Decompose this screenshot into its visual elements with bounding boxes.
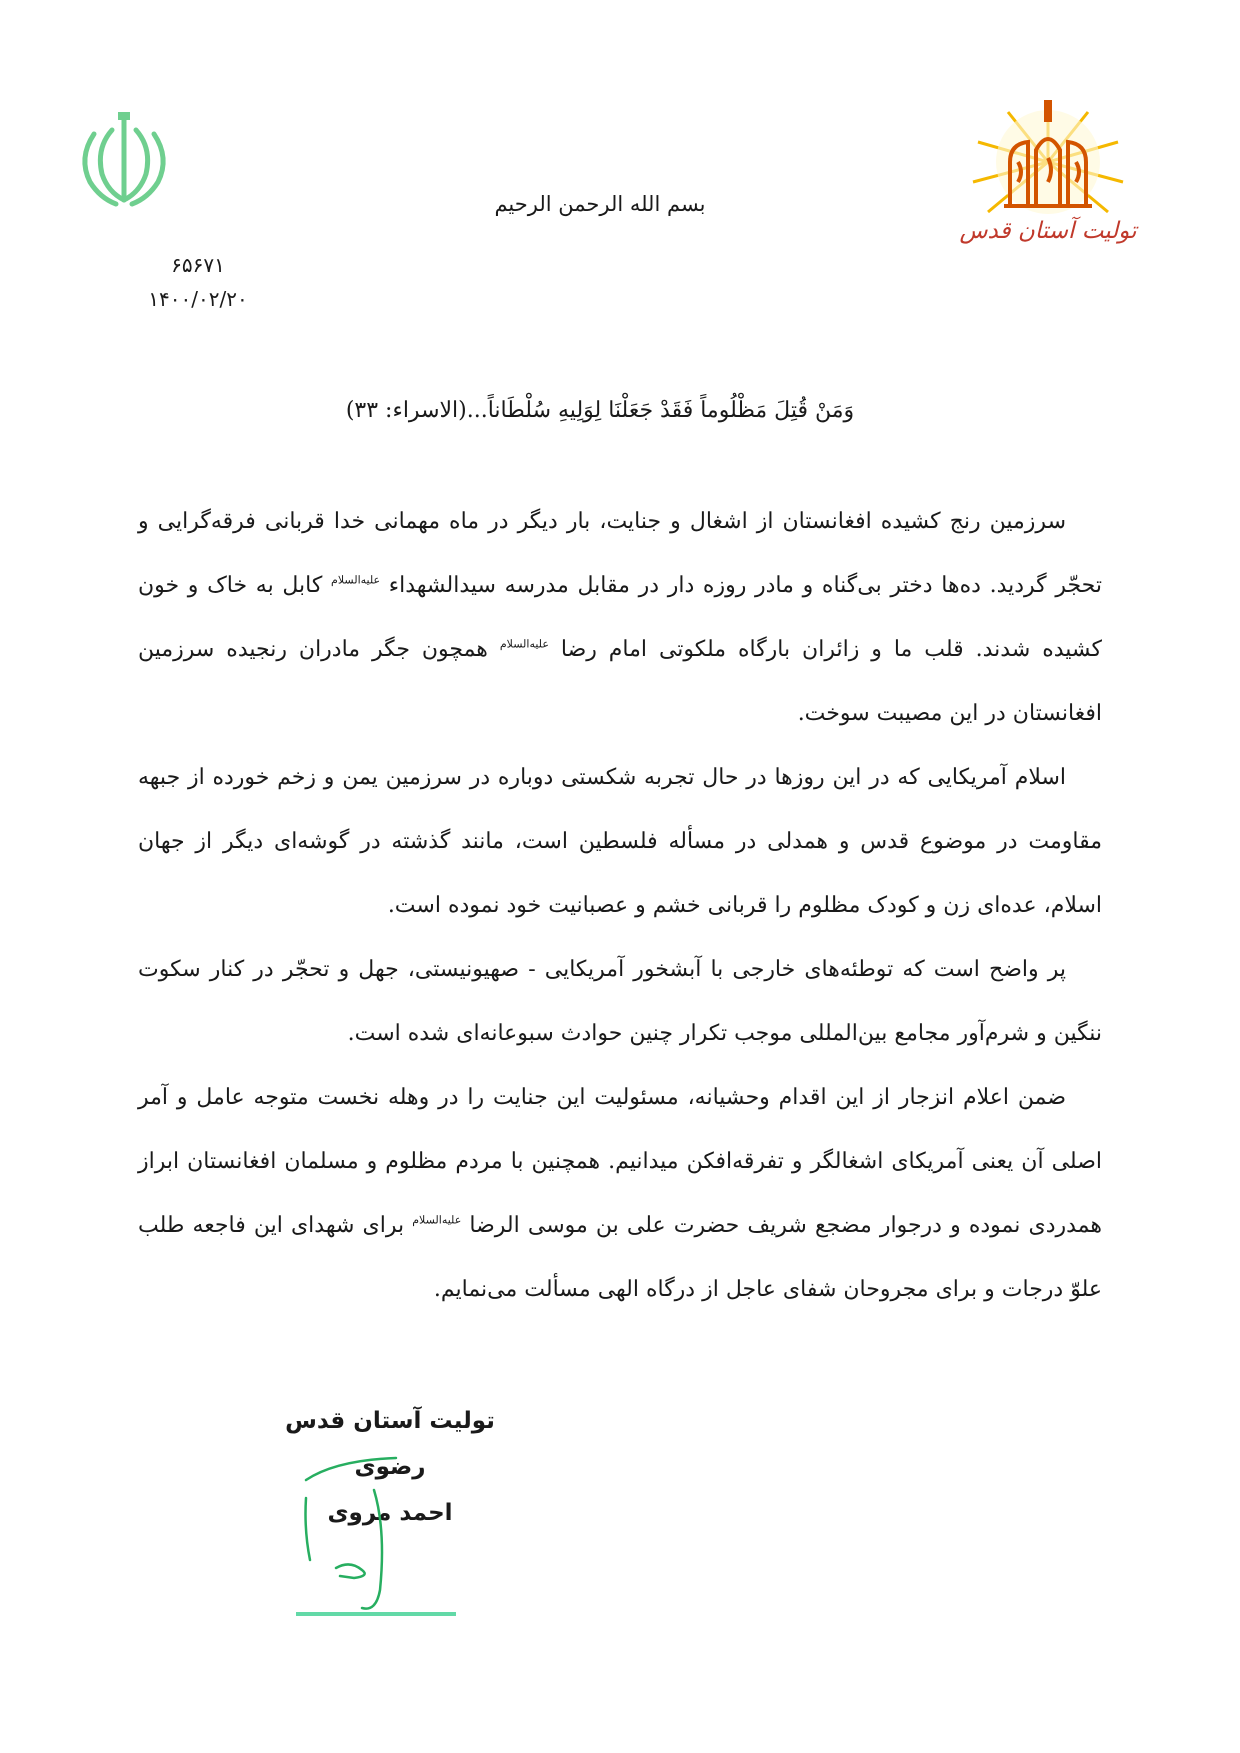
paragraph-1-part-c: همچون جگر مادران رنجیده سرزمین افغانستان در این مصیبت سوخت. [138,637,1102,726]
paragraph-1-part-b: کابل به خاک و خون کشیده شدند. قلب ما و زائران بارگاه ملکوتی امام رضا [138,573,1103,662]
paragraph-4-part-a: ضمن اعلام انزجار از این اقدام وحشیانه، مسئولیت این جنایت را در وهله نخست متوجه عامل و آمر اصلی آن یعنی آمریکای اشغالگر و تفرقه‌افکن میدانیم. همچنین با مردم مظلوم و مسلمان افغانستان ابراز همدردی نموده و درجوار مضجع شریف حضرت علی بن موسی الرضا [138,1085,1102,1238]
paragraph-4-part-b: برای شهدای این فاجعه طلب علوّ درجات و برای مجروحان شفای عاجل از درگاه الهی مسألت می‌نمایم. [138,1213,1102,1302]
honorific: علیه‌السلام [331,573,381,587]
honorific: علیه‌السلام [499,637,549,651]
letter-reference [128,248,268,316]
iran-emblem-icon [72,108,176,214]
handwritten-signature-icon [296,1440,466,1620]
astan-quds-logo-icon [958,92,1138,272]
quran-verse: وَمَنْ قُتِلَ مَظْلُوماً فَقَدْ جَعَلْنَا لِوَلِیهِ سُلْطَاناً...(الاسراء: ۳۳) [345,398,855,423]
honorific: علیه‌السلام [412,1213,462,1227]
bismillah-heading: بسم الله الرحمن الرحیم [494,192,706,216]
signature-underline [296,1612,456,1616]
letter-date: ۱۴۰۰/۰۲/۲۰ [148,287,248,311]
paragraph-1 [138,490,1102,746]
logo-caption: تولیت آستان قدس [959,218,1137,244]
paragraph-2: اسلام آمریکایی که در این روزها در حال تجربه شکستی دوباره در سرزمین یمن و زخم خورده از جبهه مقاومت در موضوع قدس و همدلی در مسأله فلسطین است، مانند گذشته در گوشه‌ای دیگر از جهان اسلام، عده‌ای زن و کودک مظلوم را قربانی خشم و عصبانیت خود نموده است. [138,765,1102,918]
signatory-name: احمد مروی [327,1500,453,1526]
paragraph-3: پر واضح است که توطئه‌های خارجی با آبشخور آمریکایی - صهیونیستی، جهل و تحجّر در کنار سکوت ننگین و شرم‌آور مجامع بین‌المللی موجب تکرار چنین حوادث سبوعانه‌ای شده است. [138,957,1102,1046]
signatory-title: تولیت آستان قدس رضوی [285,1408,495,1480]
paragraph-1-part-a: سرزمین رنج کشیده افغانستان از اشغال و جنایت، بار دیگر در ماه مهمانی خدا قربانی فرقه‌گرایی و تحجّر گردید. ده‌ها دختر بی‌گناه و مادر روزه دار در مقابل مدرسه سیدالشهداء [138,509,1102,598]
letter-number: ۶۵۶۷۱ [171,253,225,277]
paragraph-4 [138,1066,1102,1322]
letter-body [138,490,1102,1322]
